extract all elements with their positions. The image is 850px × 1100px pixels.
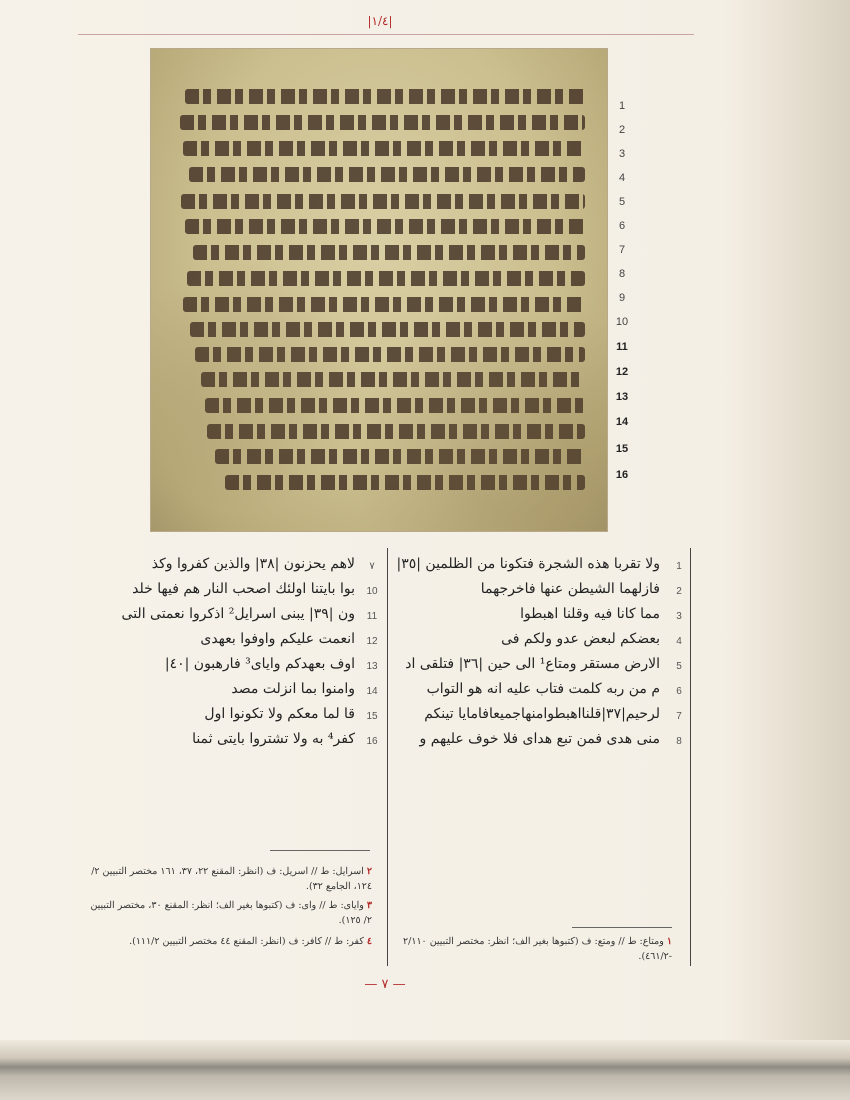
manuscript-image — [151, 49, 607, 531]
footnote-text: واياى: ط // واى: ف (كتبوها بغير الف؛ انظر: المقنع ٣٠، مختصر التبيين ٢/ ١٢٥). — [90, 900, 372, 926]
footnote-number: ٤ — [366, 936, 372, 947]
transcription-line: قا لما معكم ولا تكونوا اول — [204, 706, 355, 722]
footnote-rule-right — [572, 927, 672, 928]
ms-line-number: 7 — [618, 244, 626, 256]
line-number: 8 — [676, 736, 682, 747]
footnote-text: كفر: ط // كافر: ف (انظر: المقنع ٤٤ مختصر التبيين ١١١/٢). — [129, 936, 364, 947]
header-page-reference: |١/٤| — [367, 14, 393, 28]
line-number: 10 — [366, 586, 378, 597]
ms-line-number: 13 — [615, 391, 629, 403]
line-number: 2 — [676, 586, 682, 597]
line-number: 6 — [676, 686, 682, 697]
footnote-text: اسرايل: ط // اسريل: ف (انظر: المقنع ٢٢، ٣٧، ١٦١ مختصر التبيين ٢/ ١٢٤، الجامع ٣٢). — [91, 866, 372, 892]
transcription-line: مما كانا فيه وقلنا اهبطوا — [520, 606, 660, 622]
footnote-rule-left — [270, 850, 370, 851]
line-number: 5 — [676, 661, 682, 672]
line-number: 1 — [676, 561, 682, 572]
ms-line-number: 9 — [618, 292, 626, 304]
line-number: 13 — [366, 661, 378, 672]
ms-line-number: 15 — [615, 443, 629, 455]
ms-line-number: 8 — [618, 268, 626, 280]
header-rule — [78, 34, 694, 35]
ms-line-number: 12 — [615, 366, 629, 378]
line-number: 7 — [676, 711, 682, 722]
line-number: 12 — [366, 636, 378, 647]
line-number: 4 — [676, 636, 682, 647]
transcription-line: ون |٣٩| يبنى اسرايل² اذكروا نعمتى التى — [121, 606, 355, 622]
ms-line-number: 3 — [618, 148, 626, 160]
transcription-line: بوا بايتنا اولئك اصحب النار هم فيها خلد — [132, 581, 355, 597]
line-number: 15 — [366, 711, 378, 722]
transcription-line: م من ربه كلمت فتاب عليه انه هو التواب — [426, 681, 660, 697]
ms-line-number: 2 — [618, 124, 626, 136]
transcription-line: بعضكم لبعض عدو ولكم فى — [501, 631, 660, 647]
transcription-line: لرحيم|٣٧|قلنااهبطوامنهاجميعافامايا تينكم — [424, 706, 660, 722]
page-number: — ٧ — — [364, 977, 406, 992]
footnote-text: ومتاع: ط // ومتع: ف (كتبوها بغير الف؛ انظر: مختصر التبيين ٢/١١٠ -٤٦١/٢). — [403, 936, 672, 962]
page-fold-shadow — [0, 1040, 850, 1100]
line-number: 11 — [366, 611, 378, 622]
footnote — [82, 934, 372, 949]
ms-line-number: 11 — [616, 341, 628, 353]
ms-line-number: 16 — [615, 469, 629, 481]
transcription-line: وامنوا بما انزلت مصد — [231, 681, 355, 697]
transcription-line: لاهم يحزنون |٣٨| والذين كفروا وكذ — [151, 556, 355, 572]
transcription-line: منى هدى فمن تبع هداى فلا خوف عليهم و — [419, 731, 660, 747]
footnote — [82, 864, 372, 894]
ms-line-number: 1 — [618, 100, 626, 112]
transcription-line: كفر⁴ به ولا تشتروا بايتى ثمنا — [192, 731, 355, 747]
ms-line-number: 4 — [618, 172, 626, 184]
ms-line-number: 14 — [615, 416, 629, 428]
line-number: 16 — [366, 736, 378, 747]
transcription-line: ولا تقربا هذه الشجرة فتكونا من الظلمين |٣٥| — [396, 556, 660, 572]
transcription-line: فازلهما الشيطن عنها فاخرجهما — [480, 581, 660, 597]
ms-line-number: 10 — [615, 316, 629, 328]
transcription-line: انعمت عليكم واوفوا بعهدى — [200, 631, 355, 647]
transcription-line: الارض مستقر ومتاع¹ الى حين |٣٦| فتلقى اد — [405, 656, 660, 672]
line-number: ٧ — [369, 561, 375, 572]
line-number: 3 — [676, 611, 682, 622]
footnote-number: ٣ — [366, 900, 372, 911]
ms-line-number: 5 — [618, 196, 626, 208]
ms-line-number: 6 — [618, 220, 626, 232]
transcription-line: اوف بعهدكم واياى³ فارهبون |٤٠| — [164, 656, 355, 672]
column-divider — [387, 548, 388, 966]
footnote-number: ١ — [666, 936, 672, 947]
line-number: 14 — [366, 686, 378, 697]
column-divider-right — [690, 548, 691, 966]
footnote — [390, 934, 672, 964]
footnote — [82, 898, 372, 928]
footnote-number: ٢ — [366, 866, 372, 877]
